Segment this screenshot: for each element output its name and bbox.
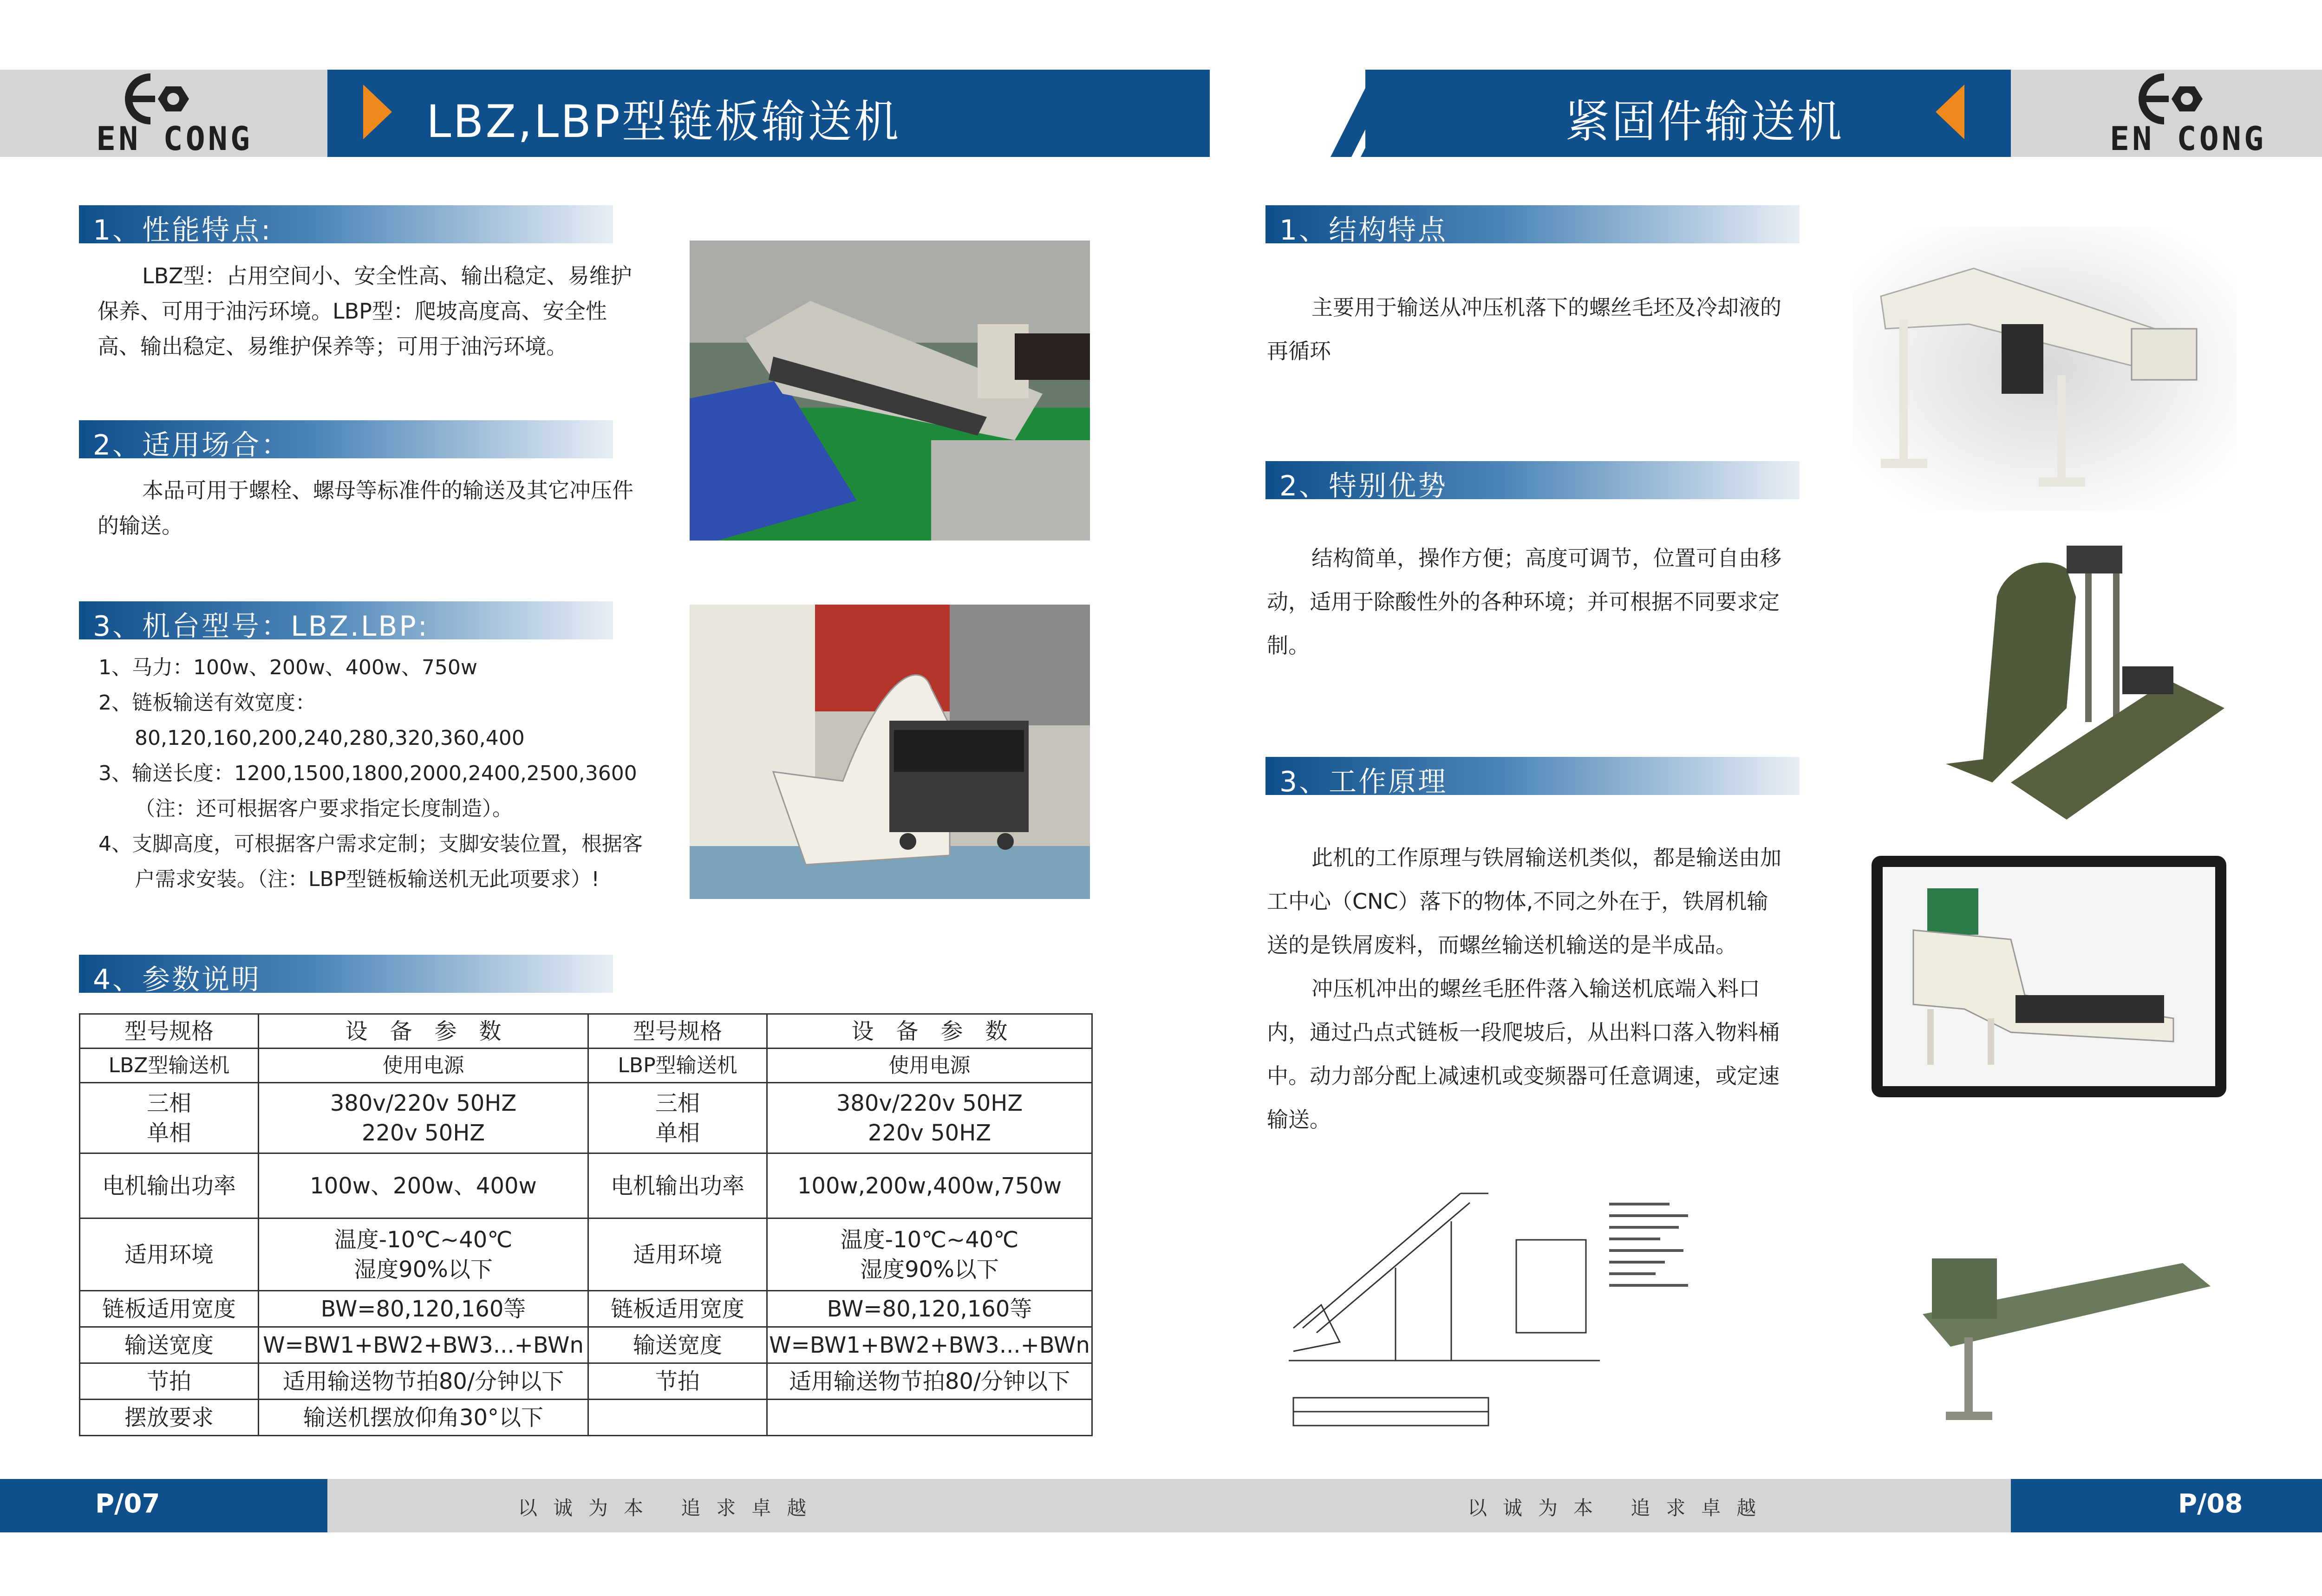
spec-table <box>79 1013 1093 1436</box>
logo-icon <box>122 73 191 124</box>
section-text: 结构简单，操作方便；高度可调节，位置可自由移动，适用于除酸性外的各种环境；并可根据不同要求定制。 <box>1267 546 1781 658</box>
section-heading: 4、参数说明 <box>79 955 613 993</box>
section-heading: 3、机台型号：LBZ.LBP: <box>79 601 613 639</box>
table-row: 链板适用宽度 BW=80,120,160等 链板适用宽度 BW=80,120,160等 <box>80 1291 1092 1327</box>
arrow-right-icon <box>363 85 392 139</box>
footer-blue-right <box>2011 1479 2322 1532</box>
photo-lbp-conveyor <box>690 605 1090 899</box>
table-row: 节拍 适用输送物节拍80/分钟以下 节拍 适用输送物节拍80/分钟以下 <box>80 1363 1092 1400</box>
footer-blue-left <box>0 1479 327 1532</box>
photo-lbz-conveyor <box>690 241 1090 541</box>
section-text: 本品可用于螺栓、螺母等标准件的输送及其它冲压件的输送。 <box>98 478 633 538</box>
section-text: LBZ型：占用空间小、安全性高、输出稳定、易维护保养、可用于油污环境。LBP型：爬坡高度高、安全性高、输出稳定、易维护保养等；可用于油污环境。 <box>98 263 632 359</box>
model-list <box>98 650 660 897</box>
page-number-right: P/08 <box>2178 1489 2243 1519</box>
slogan-left: 以诚为本 追求卓越 <box>518 1497 822 1519</box>
section-heading: 2、特别优势 <box>1265 461 1800 499</box>
photo-fastener-conveyor-2 <box>1927 541 2224 820</box>
logo-text-right: EN CONG <box>2110 120 2267 158</box>
technical-drawing <box>1275 1166 1711 1458</box>
photo-fastener-conveyor-1 <box>1853 227 2237 511</box>
logo-icon <box>2135 73 2205 124</box>
section-heading: 3、工作原理 <box>1265 757 1800 795</box>
page-title-left: LBZ,LBP型链板输送机 <box>426 96 900 148</box>
table-row: 型号规格 设 备 参 数 型号规格 设 备 参 数 <box>80 1014 1092 1049</box>
section-text: 主要用于输送从冲压机落下的螺丝毛坯及冷却液的再循环 <box>1267 295 1781 364</box>
page-title-right: 紧固件输送机 <box>1565 96 1844 148</box>
table-row: 电机输出功率 100w、200w、400w 电机输出功率 100w,200w,400w,750w <box>80 1153 1092 1218</box>
page-number-left: P/07 <box>95 1489 160 1519</box>
list-item: 4、支脚高度，可根据客户需求定制；支脚安装位置，根据客户需求安装。（注：LBP型链板输送机无此项要求）! <box>98 832 643 891</box>
table-row: 适用环境 温度-10℃~40℃ 湿度90%以下 适用环境 温度-10℃~40℃ 湿度90%以下 <box>80 1218 1092 1291</box>
photo-fastener-conveyor-3 <box>1872 856 2226 1097</box>
section-heading: 1、性能特点: <box>79 205 613 243</box>
table-row: 三相 单相 380v/220v 50HZ 220v 50HZ 三相 单相 380v/220v 50HZ 220v 50HZ <box>80 1083 1092 1153</box>
logo-text-left: EN CONG <box>96 120 253 158</box>
list-item: 3、输送长度：1200,1500,1800,2000,2400,2500,3600（注：还可根据客户要求指定长度制造）。 <box>98 762 637 821</box>
header-stripes-left <box>882 70 1022 157</box>
table-row: 输送宽度 W=BW1+BW2+BW3...+BWn 输送宽度 W=BW1+BW2+BW3...+BWn <box>80 1327 1092 1363</box>
photo-fastener-conveyor-4 <box>1895 1231 2220 1440</box>
section-heading: 1、结构特点 <box>1265 205 1800 243</box>
table-row: LBZ型输送机 使用电源 LBP型输送机 使用电源 <box>80 1049 1092 1083</box>
list-item: 2、链板输送有效宽度：80,120,160,200,240,280,320,360,400 <box>98 691 525 750</box>
arrow-left-icon <box>1936 85 1964 139</box>
table-row: 摆放要求 输送机摆放仰角30°以下 <box>80 1400 1092 1436</box>
section-heading: 2、适用场合： <box>79 420 613 458</box>
header-stripes-right <box>1328 70 1449 157</box>
slogan-right: 以诚为本 追求卓越 <box>1468 1497 1772 1519</box>
list-item: 1、马力：100w、200w、400w、750w <box>98 656 477 679</box>
section-text: 此机的工作原理与铁屑输送机类似，都是输送由加工中心（CNC）落下的物体,不同之外在于，铁屑机输送的是铁屑废料，而螺丝输送机输送的是半成品。 冲压机冲出的螺丝毛胚件落入输送机底端入料口内，通过凸点式链板一段爬坡后，从出料口落入物料桶中。动力部分配上减速机或变频器可任意调速，或定速输送。 <box>1267 845 1781 1132</box>
